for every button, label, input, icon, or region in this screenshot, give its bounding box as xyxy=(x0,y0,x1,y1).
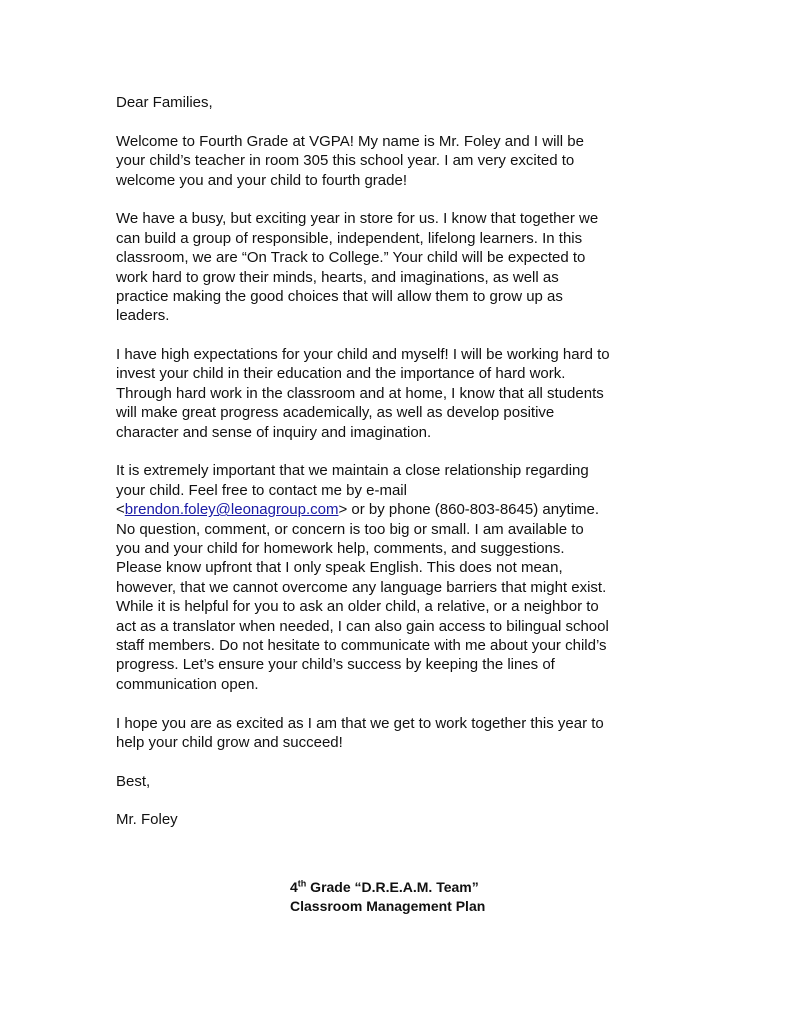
grade-number: 4 xyxy=(290,879,298,895)
text-line: classroom, we are “On Track to College.” Your child will be expected to xyxy=(116,249,586,267)
paragraph-spacer xyxy=(116,694,682,713)
paragraph-spacer xyxy=(116,442,682,461)
paragraph-communication xyxy=(116,461,682,694)
plan-team-title xyxy=(290,878,485,897)
text-line: communication open. xyxy=(116,675,259,693)
text-line: act as a translator when needed, I can also gain access to bilingual school xyxy=(116,617,609,635)
phone-text: > or by phone (860-803-8645) anytime. xyxy=(338,501,600,519)
text-line: work hard to grow their minds, hearts, and imaginations, as well as xyxy=(116,268,559,286)
paragraph-spacer xyxy=(116,791,682,810)
text-line: While it is helpful for you to ask an older child, a relative, or a neighbor to xyxy=(116,598,599,616)
greeting: Dear Families, xyxy=(116,94,213,111)
contact-line xyxy=(116,500,682,519)
paragraph-spacer xyxy=(116,752,682,771)
paragraph-spacer xyxy=(116,190,682,209)
text-line: your child’s teacher in room 305 this school year. I am very excited to xyxy=(116,152,575,170)
welcome-letter xyxy=(116,93,682,830)
text-line: welcome you and your child to fourth grade! xyxy=(116,171,407,189)
text-line: I have high expectations for your child and myself! I will be working hard to xyxy=(116,346,610,364)
text-line: invest your child in their education and the importance of hard work. xyxy=(116,365,566,383)
text-line: I hope you are as excited as I am that we get to work together this year to xyxy=(116,714,604,732)
text-line: can build a group of responsible, independent, lifelong learners. In this xyxy=(116,229,583,247)
paragraph-spacer xyxy=(116,112,682,131)
text-line: however, that we cannot overcome any language barriers that might exist. xyxy=(116,578,607,596)
text-line: Welcome to Fourth Grade at VGPA! My name is Mr. Foley and I will be xyxy=(116,132,584,150)
plan-subtitle: Classroom Management Plan xyxy=(290,898,486,914)
text-line: Through hard work in the classroom and at home, I know that all students xyxy=(116,384,604,402)
team-name: Grade “D.R.E.A.M. Team” xyxy=(306,879,479,895)
text-line: It is extremely important that we maintain a close relationship regarding xyxy=(116,462,589,480)
paragraph-spacer xyxy=(116,326,682,345)
text-line: will make great progress academically, as well as develop positive xyxy=(116,404,555,422)
text-line: character and sense of inquiry and imagination. xyxy=(116,423,432,441)
text-line: you and your child for homework help, comments, and suggestions. xyxy=(116,539,565,557)
text-line: help your child grow and succeed! xyxy=(116,733,343,751)
plan-heading xyxy=(290,878,485,916)
text-line: No question, comment, or concern is too big or small. I am available to xyxy=(116,520,584,538)
signature: Mr. Foley xyxy=(116,811,178,829)
paragraph-closing-hope xyxy=(116,714,682,753)
text-line: progress. Let’s ensure your child’s success by keeping the lines of xyxy=(116,656,555,674)
email-open-bracket: < xyxy=(116,501,125,519)
text-line: leaders. xyxy=(116,307,170,325)
text-line: Please know upfront that I only speak English. This does not mean, xyxy=(116,559,563,577)
paragraph-welcome xyxy=(116,132,682,190)
text-line: practice making the good choices that will allow them to grow up as xyxy=(116,287,563,305)
closing: Best, xyxy=(116,772,151,790)
text-line: We have a busy, but exciting year in store for us. I know that together we xyxy=(116,210,599,228)
paragraph-year-ahead xyxy=(116,209,682,325)
paragraph-expectations xyxy=(116,345,682,442)
email-link[interactable]: brendon.foley@leonagroup.com xyxy=(124,501,339,519)
text-line: your child. Feel free to contact me by e-mail xyxy=(116,481,407,499)
grade-suffix: th xyxy=(297,878,307,889)
text-line: staff members. Do not hesitate to communicate with me about your child’s xyxy=(116,636,607,654)
